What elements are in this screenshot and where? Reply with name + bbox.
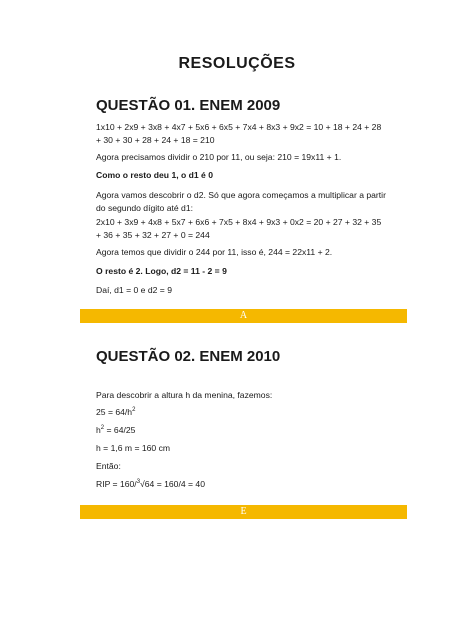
- q1-line-3: Como o resto deu 1, o d1 é 0: [96, 170, 213, 180]
- q1-line-1: 1x10 + 2x9 + 3x8 + 4x7 + 5x6 + 6x5 + 7x4 + 8x3 + 9x2 = 10 + 18 + 24 + 28 + 30 + 30 + 28 + 24 + 18 = 210: [96, 122, 382, 145]
- q1-line-2: Agora precisamos dividir o 210 por 11, ou seja: 210 = 19x11 + 1.: [96, 152, 342, 162]
- q2-line-5-sup: 3: [136, 479, 141, 486]
- q2-line-1-text: 25 = 64/h: [96, 407, 133, 417]
- page-title: RESOLUÇÕES: [178, 55, 296, 72]
- q2-line-5-text-a: RIP = 160/: [96, 479, 137, 489]
- q1-line-7: O resto é 2. Logo, d2 = 11 - 2 = 9: [96, 266, 227, 276]
- q2-line-2: [96, 424, 386, 437]
- q2-line-4: Então:: [96, 461, 121, 471]
- q1-line-4: Agora vamos descobrir o d2. Só que agora começamos a multiplicar a partir do segundo dígito até d1:: [96, 190, 386, 213]
- q2-line-1-sup: 2: [132, 407, 136, 414]
- q2-line-5: [96, 478, 386, 491]
- q2-answer-bar: E: [80, 505, 407, 519]
- q2-line-2-sup: 2: [100, 425, 105, 432]
- question-2-heading: QUESTÃO 02. ENEM 2010: [96, 348, 281, 365]
- q2-line-5-text-b: √64 = 160/4 = 40: [140, 479, 205, 489]
- q1-line-6: Agora temos que dividir o 244 por 11, isso é, 244 = 22x11 + 2.: [96, 247, 333, 257]
- q2-line-3: h = 1,6 m = 160 cm: [96, 443, 171, 453]
- q1-answer-bar: A: [80, 309, 407, 323]
- q2-line-2-text: = 64/25: [104, 425, 136, 435]
- q2-line-1: [96, 406, 386, 419]
- q2-intro: Para descobrir a altura h da menina, fazemos:: [96, 390, 273, 400]
- q1-line-8: Daí, d1 = 0 e d2 = 9: [96, 285, 172, 295]
- q2-line-2-h: h: [96, 425, 101, 435]
- question-1-heading: QUESTÃO 01. ENEM 2009: [96, 97, 281, 114]
- q1-line-5: 2x10 + 3x9 + 4x8 + 5x7 + 6x6 + 7x5 + 8x4 + 9x3 + 0x2 = 20 + 27 + 32 + 35 + 36 + 35 + 32 + 27 + 0 = 244: [96, 217, 382, 240]
